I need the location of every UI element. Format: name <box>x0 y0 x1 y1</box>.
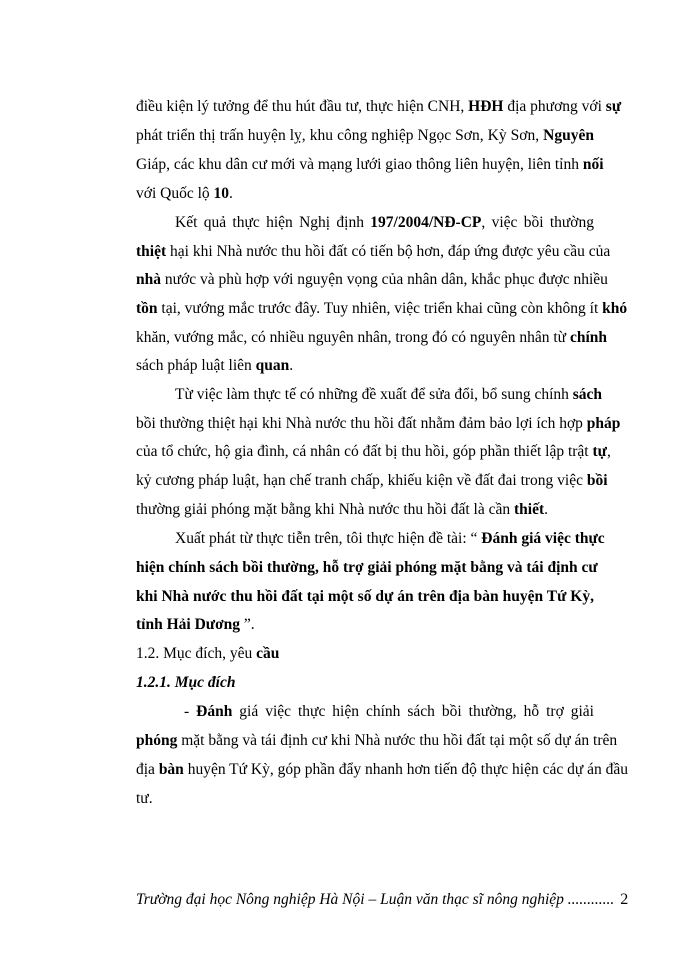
text-line: nhà nước và phù hợp với nguyện vọng của nhân dân, khắc phục được nhiều <box>136 271 608 288</box>
text-line: sách pháp luật liên quan. <box>136 357 294 374</box>
text-line: với Quốc lộ 10. <box>136 185 233 202</box>
page-number: 2 <box>620 891 629 908</box>
text-line: khăn, vướng mắc, có nhiều nguyên nhân, trong đó có nguyên nhân từ chính <box>136 329 607 346</box>
text-line: kỷ cương pháp luật, hạn chế tranh chấp, khiếu kiện về đất đai trong việc bồi <box>136 472 608 489</box>
text-line: thiệt hại khi Nhà nước thu hồi đất có tiến bộ hơn, đáp ứng được yêu cầu của <box>136 243 611 260</box>
text-line: của tổ chức, hộ gia đình, cá nhân có đất bị thu hồi, góp phần thiết lập trật tự, <box>136 443 611 460</box>
text-line: Xuất phát từ thực tiễn trên, tôi thực hiện đề tài: “ Đánh giá việc thực <box>175 530 605 547</box>
text-line: tồn tại, vướng mắc trước đây. Tuy nhiên, việc triển khai cũng còn không ít khó <box>136 300 628 317</box>
text-line: tư. <box>136 790 153 807</box>
text-line: thường giải phóng mặt bằng khi Nhà nước thu hồi đất là cần thiết. <box>136 501 549 518</box>
text-line: địa bàn huyện Tứ Kỳ, góp phần đẩy nhanh hơn tiến độ thực hiện các dự án đầu <box>136 761 628 778</box>
subsection-heading: 1.2.1. Mục đích <box>136 674 236 691</box>
page-footer <box>136 891 629 909</box>
footer-text: Trường đại học Nông nghiệp Hà Nội – Luận văn thạc sĩ nông nghiệp ............ <box>136 891 615 908</box>
section-heading: 1.2. Mục đích, yêu cầu <box>136 645 280 662</box>
text-line: phát triển thị trấn huyện lỵ, khu công nghiệp Ngọc Sơn, Kỳ Sơn, Nguyên <box>136 127 594 144</box>
text-line: điều kiện lý tưởng để thu hút đầu tư, thực hiện CNH, HĐH địa phương với sự <box>136 98 622 115</box>
text-line: phóng mặt bằng và tái định cư khi Nhà nước thu hồi đất tại một số dự án trên <box>136 732 618 749</box>
text-line: tỉnh Hải Dương ”. <box>136 616 255 633</box>
topic-title-line: khi Nhà nước thu hồi đất tại một số dự án trên địa bàn huyện Tứ Kỳ, <box>136 588 594 605</box>
text-line: bồi thường thiệt hại khi Nhà nước thu hồi đất nhằm đảm bảo lợi ích hợp pháp <box>136 415 621 432</box>
text-line: Giáp, các khu dân cư mới và mạng lưới giao thông liên huyện, liên tỉnh nối <box>136 156 604 173</box>
text-line: - Đánh giá việc thực hiện chính sách bồi thường, hỗ trợ giải <box>184 703 594 720</box>
topic-title-line: hiện chính sách bồi thường, hỗ trợ giải phóng mặt bằng và tái định cư <box>136 559 598 576</box>
text-line: Kết quả thực hiện Nghị định 197/2004/NĐ-CP, việc bồi thường <box>175 214 594 231</box>
text-line: Từ việc làm thực tế có những đề xuất để sửa đổi, bổ sung chính sách <box>175 386 603 403</box>
